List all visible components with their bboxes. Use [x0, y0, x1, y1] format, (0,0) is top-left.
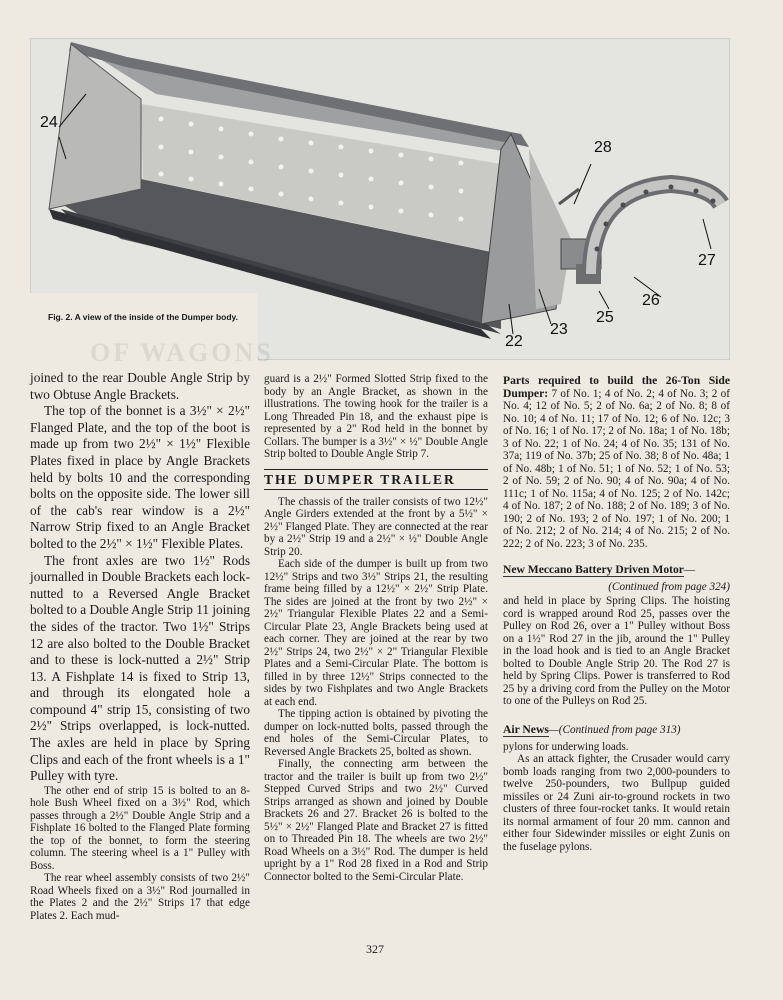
callout-28: 28: [594, 139, 612, 156]
callout-27: 27: [698, 252, 716, 269]
page-number: 327: [366, 942, 384, 956]
col2-paragraph: Finally, the connecting arm between the tractor and the trailer is built up from two 2½" Stepped Curved Strips and two 2½" Curved Strips arranged as shown and joined by Double Brackets 26 and 27. Bracket 26 is bolted to the 5½" × 2½" Flanged Plate and Bracket 27 is fitted on to Threaded Pin 18. The wheels are two 2½" Road Wheels on a 3½" Rod. The dumper is held upright by a 1" Rod 28 fixed in a Rod and Strip Connector bolted to the Semi-Circular Plate.: [264, 758, 488, 883]
section-heading-dumper-trailer: THE DUMPER TRAILER: [264, 469, 488, 490]
motor-section: [503, 560, 730, 708]
figure-caption: Fig. 2. A view of the inside of the Dumper body.: [48, 312, 239, 322]
air-news-paragraph: As an attack fighter, the Crusader would carry bomb loads ranging from two 2,000-pounders to twelve 250-pounders, two Bullpup guided missiles or 24 Zuni air-to-ground rockets in two clusters of three four-rocket tanks. It would retain its normal armament of four 20 mm. cannon and either four Sidewinder missiles or eight Zunis on the fuselage pylons.: [503, 753, 730, 853]
callout-24: 24: [40, 114, 58, 131]
parts-list-items: 7 of No. 1; 4 of No. 2; 4 of No. 3; 2 of No. 4; 12 of No. 5; 2 of No. 6a; 2 of No. 8; 8 of No. 10; 4 of No. 11; 17 of No. 12; 6 of No. 12c; 3 of No. 16; 1 of No. 17; 2 of No. 18a; 1 of No. 18b; 3 of No. 22; 1 of No. 24; 4 of No. 35; 131 of No. 37a; 119 of No. 37b; 25 of No. 38; 8 of No. 48a; 1 of No. 48b; 1 of No. 51; 1 of No. 52; 1 of No. 53; 2 of No. 59; 2 of No. 90; 4 of No. 90a; 4 of No. 111c; 1 of No. 115a; 4 of No. 125; 2 of No. 142c; 4 of No. 187; 2 of No. 188; 2 of No. 189; 3 of No. 190; 2 of No. 193; 2 of No. 197; 1 of No. 200; 1 of No. 212; 2 of No. 214; 4 of No. 215; 2 of No. 222; 2 of No. 223; 3 of No. 235.: [503, 387, 731, 550]
motor-paragraph: and held in place by Spring Clips. The hoisting cord is wrapped around Rod 25, passes over the Pulley on Rod 26, over a 1" Pulley without Boss on a 1½" Rod 27 in the jib, around the 1" Pulley in the load hook and is tied to an Angle Bracket bolted to Double Angle Strip 20. The Rod 27 is held by Spring Clips. Power is transferred to Rod 25 by a driving cord from the Pulley on the Motor to one of the Pulleys on Rod 25.: [503, 595, 730, 707]
col1-paragraph: The front axles are two 1½" Rods journalled in Double Brackets each lock-nutted to a Reversed Angle Bracket bolted to a Double Angle Strip 11 joining the sides of the tractor. Two 1½" Strips 12 are also bolted to the Double Bracket and to these is lock-nutted a 2½" Strip 13. A Fishplate 14 is fixed to Strip 13, and through its elongated hole a compound 4" strip 15, consisting of two 2½" Strips overlapped, is lock-nutted. The axles are held in place by Spring Clips and each of the front wheels is a 1" Pulley with tyre.: [30, 552, 250, 784]
col2-paragraph: Each side of the dumper is built up from two 12½" Strips and two 3½" Strips 21, the resulting frame being filled by a 12½" × 2½" Strip Plate. The sides are joined at the front by two 2½" × 2½" Triangular Flexible Plates 22 and a Semi-Circular Plate 23, Angle Brackets being used at each corner. They are joined at the rear by two 2½" Strips 24, two 2½" × 2" Triangular Flexible Plates and a Semi-Circular Plate. The bottom is filled in by three 12½" Strips connected to the sides by two Fishplates and two Angle Brackets at each end.: [264, 558, 488, 708]
callout-26: 26: [642, 292, 660, 309]
column-2: [264, 373, 488, 883]
motor-continued: (Continued from page 324): [608, 581, 730, 593]
parts-list: [503, 375, 730, 550]
col1-paragraph: joined to the rear Double Angle Strip by two Obtuse Angle Brackets.: [30, 370, 250, 402]
show-through-text: OF WAGONS: [90, 338, 274, 367]
column-1: [30, 370, 250, 922]
air-news-paragraph: pylons for underwing loads.: [503, 740, 629, 753]
air-news-continued: —(Continued from page 313): [548, 723, 681, 736]
column-3: [503, 375, 730, 853]
col1-paragraph: The other end of strip 15 is bolted to an 8-hole Bush Wheel fixed on a 3½" Rod, which passes through a 2½" Double Angle Strip and a Fishplate 16 bolted to the Flanged Plate forming the top of the bonnet, to form the steering column. The steering wheel is a 1" Pulley with Boss.: [30, 784, 250, 872]
parts-list-title: Parts required to build the 26-Ton Side Dumper:: [503, 374, 730, 400]
callout-23: 23: [550, 321, 568, 338]
air-news-heading: Air News: [503, 722, 549, 736]
col1-paragraph: The rear wheel assembly consists of two 2½" Road Wheels fixed on a 3½" Rod journalled in the Plates 2 and the 2½" Strips 17 that edge Plates 2. Each mud-: [30, 872, 250, 922]
callout-25: 25: [596, 309, 614, 326]
motor-heading-dash: —: [683, 564, 696, 576]
col2-paragraph: The chassis of the trailer consists of two 12½" Angle Girders extended at the front by a 5½" × 2½" Flanged Plate. They are connected at the rear by a 2½" Strip 19 and a 2½" × ½" Double Angle Strip 20.: [264, 495, 488, 558]
air-news-section: [503, 720, 730, 854]
col2-paragraph: The tipping action is obtained by pivoting the dumper on lock-nutted bolts, passed through the end holes of the Semi-Circular Plates, to Reversed Angle Brackets 25, bolted as shown.: [264, 708, 488, 758]
col1-paragraph: The top of the bonnet is a 3½" × 2½" Flanged Plate, and the top of the boot is made up from two 2½" × 1½" Flexible Plates fixed in place by Angle Brackets held by bolts 10 and the corresponding bolts on the opposite side. The lower sill of the cab's rear window is a 2½" Narrow Strip fixed to an Angle Bracket bolted to the 2½" × 1½" Flexible Plates.: [30, 403, 250, 551]
motor-heading: New Meccano Battery Driven Motor: [503, 563, 684, 576]
callout-22: 22: [505, 333, 523, 350]
col2-paragraph: guard is a 2½" Formed Slotted Strip fixed to the body by an Angle Bracket, as shown in the illustrations. The towing hook for the trailer is a Long Threaded Pin 18, and the exhaust pipe is represented by a 2" Rod held in the bonnet by Collars. The bumper is a 3½" × ½" Double Angle Strip bolted to Double Angle Strip 7.: [264, 373, 488, 460]
